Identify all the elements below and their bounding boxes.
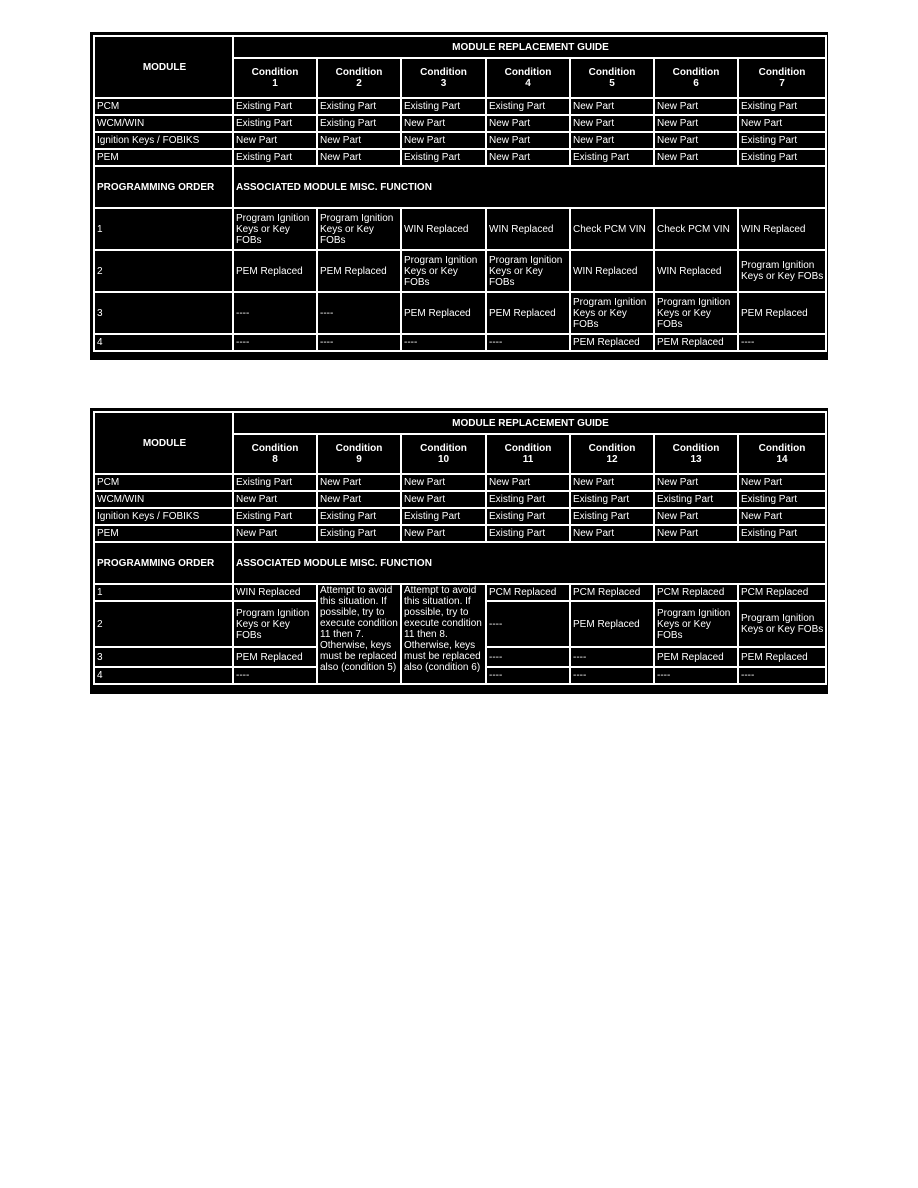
table-cell: Existing Part bbox=[317, 525, 401, 542]
table-cell: WIN Replaced bbox=[570, 250, 654, 292]
table-cell: Program Ignition Keys or Key FOBs bbox=[654, 601, 738, 647]
table-cell: Program Ignition Keys or Key FOBs bbox=[654, 292, 738, 334]
table-row bbox=[94, 149, 826, 166]
module-name: WCM/WIN bbox=[94, 491, 233, 508]
guide-title: MODULE REPLACEMENT GUIDE bbox=[233, 412, 826, 434]
table-cell: PEM Replaced bbox=[570, 334, 654, 351]
table-row bbox=[94, 115, 826, 132]
table-row bbox=[94, 98, 826, 115]
table-cell: Existing Part bbox=[486, 525, 570, 542]
table-cell: PEM Replaced bbox=[233, 647, 317, 667]
table-cell: New Part bbox=[570, 525, 654, 542]
condition-header: Condition 5 bbox=[570, 58, 654, 98]
table-cell: ---- bbox=[654, 667, 738, 684]
table-cell: New Part bbox=[233, 525, 317, 542]
condition-header: Condition 9 bbox=[317, 434, 401, 474]
table-cell: New Part bbox=[654, 98, 738, 115]
table-row bbox=[94, 474, 826, 491]
table-cell: New Part bbox=[317, 149, 401, 166]
associated-function-header: ASSOCIATED MODULE MISC. FUNCTION bbox=[233, 542, 826, 584]
module-name: Ignition Keys / FOBIKS bbox=[94, 508, 233, 525]
step-number: 1 bbox=[94, 208, 233, 250]
table-cell: Existing Part bbox=[486, 508, 570, 525]
table-cell: New Part bbox=[738, 508, 826, 525]
table-cell: New Part bbox=[654, 474, 738, 491]
condition-header: Condition 10 bbox=[401, 434, 486, 474]
step-number: 2 bbox=[94, 250, 233, 292]
table-cell: ---- bbox=[233, 667, 317, 684]
table-cell: New Part bbox=[233, 491, 317, 508]
table-cell: PCM Replaced bbox=[486, 584, 570, 601]
table-cell: ---- bbox=[486, 601, 570, 647]
condition-header: Condition 6 bbox=[654, 58, 738, 98]
table-cell: Existing Part bbox=[738, 132, 826, 149]
table-cell: New Part bbox=[486, 115, 570, 132]
table-cell: Existing Part bbox=[233, 474, 317, 491]
condition-header: Condition 12 bbox=[570, 434, 654, 474]
table-cell: New Part bbox=[570, 115, 654, 132]
table-cell: ---- bbox=[570, 667, 654, 684]
table-cell: Existing Part bbox=[401, 508, 486, 525]
table-cell: New Part bbox=[570, 98, 654, 115]
table-cell: Program Ignition Keys or Key FOBs bbox=[233, 601, 317, 647]
table-cell: PEM Replaced bbox=[570, 601, 654, 647]
module-name: PCM bbox=[94, 474, 233, 491]
table-row bbox=[94, 334, 826, 351]
module-header: MODULE bbox=[94, 412, 233, 474]
table-cell: PEM Replaced bbox=[317, 250, 401, 292]
table-cell: Existing Part bbox=[233, 98, 317, 115]
condition-10-note: Attempt to avoid this situation. If possible, try to execute condition 11 then 8. Otherwise, keys must be replaced also (condition 6) bbox=[401, 584, 486, 684]
module-name: Ignition Keys / FOBIKS bbox=[94, 132, 233, 149]
table-cell: New Part bbox=[401, 115, 486, 132]
condition-header: Condition 11 bbox=[486, 434, 570, 474]
table-cell: Existing Part bbox=[401, 149, 486, 166]
module-name: PEM bbox=[94, 149, 233, 166]
table-cell: New Part bbox=[654, 525, 738, 542]
table-cell: Existing Part bbox=[486, 491, 570, 508]
table-cell: WIN Replaced bbox=[654, 250, 738, 292]
module-header: MODULE bbox=[94, 36, 233, 98]
programming-order-header: PROGRAMMING ORDER bbox=[94, 166, 233, 208]
step-number: 4 bbox=[94, 334, 233, 351]
table-cell: Existing Part bbox=[570, 149, 654, 166]
table-cell: PCM Replaced bbox=[738, 584, 826, 601]
table-cell: Existing Part bbox=[233, 115, 317, 132]
table-cell: PEM Replaced bbox=[401, 292, 486, 334]
table-cell: Program Ignition Keys or Key FOBs bbox=[486, 250, 570, 292]
step-number: 3 bbox=[94, 647, 233, 667]
table-cell: ---- bbox=[233, 334, 317, 351]
condition-header: Condition 14 bbox=[738, 434, 826, 474]
condition-header: Condition 2 bbox=[317, 58, 401, 98]
table-cell: Existing Part bbox=[233, 508, 317, 525]
step-number: 4 bbox=[94, 667, 233, 684]
table-row bbox=[94, 584, 826, 601]
table-cell: ---- bbox=[570, 647, 654, 667]
table-cell: WIN Replaced bbox=[486, 208, 570, 250]
table-cell: Existing Part bbox=[401, 98, 486, 115]
module-replacement-guide-table-1 bbox=[90, 32, 828, 360]
table-cell: Program Ignition Keys or Key FOBs bbox=[401, 250, 486, 292]
table-cell: PCM Replaced bbox=[570, 584, 654, 601]
table-cell: Existing Part bbox=[738, 525, 826, 542]
table-cell: Program Ignition Keys or Key FOBs bbox=[738, 601, 826, 647]
table-cell: ---- bbox=[317, 334, 401, 351]
table-cell: ---- bbox=[738, 334, 826, 351]
guide-grid-1 bbox=[93, 35, 827, 352]
table-cell: New Part bbox=[401, 132, 486, 149]
table-cell: PEM Replaced bbox=[233, 250, 317, 292]
condition-9-note: Attempt to avoid this situation. If possible, try to execute condition 11 then 7. Otherwise, keys must be replaced also (condition 5) bbox=[317, 584, 401, 684]
condition-header: Condition 3 bbox=[401, 58, 486, 98]
table-cell: PEM Replaced bbox=[654, 334, 738, 351]
condition-header: Condition 13 bbox=[654, 434, 738, 474]
step-number: 1 bbox=[94, 584, 233, 601]
table-cell: New Part bbox=[486, 132, 570, 149]
table-cell: PEM Replaced bbox=[738, 647, 826, 667]
table-cell: Program Ignition Keys or Key FOBs bbox=[570, 292, 654, 334]
table-cell: New Part bbox=[317, 474, 401, 491]
table-cell: Check PCM VIN bbox=[570, 208, 654, 250]
table-cell: New Part bbox=[486, 149, 570, 166]
condition-header: Condition 7 bbox=[738, 58, 826, 98]
table-row bbox=[94, 208, 826, 250]
table-cell: ---- bbox=[401, 334, 486, 351]
table-cell: Check PCM VIN bbox=[654, 208, 738, 250]
table-cell: New Part bbox=[654, 115, 738, 132]
table-cell: ---- bbox=[317, 292, 401, 334]
table-cell: ---- bbox=[233, 292, 317, 334]
table-cell: New Part bbox=[654, 149, 738, 166]
programming-order-header: PROGRAMMING ORDER bbox=[94, 542, 233, 584]
table-cell: New Part bbox=[401, 525, 486, 542]
guide-grid-2 bbox=[93, 411, 827, 685]
condition-header: Condition 1 bbox=[233, 58, 317, 98]
table-cell: New Part bbox=[570, 132, 654, 149]
table-row bbox=[94, 292, 826, 334]
table-cell: Program Ignition Keys or Key FOBs bbox=[317, 208, 401, 250]
table-cell: New Part bbox=[317, 132, 401, 149]
table-cell: Existing Part bbox=[317, 508, 401, 525]
table-cell: Existing Part bbox=[486, 98, 570, 115]
table-cell: Program Ignition Keys or Key FOBs bbox=[233, 208, 317, 250]
table-cell: New Part bbox=[233, 132, 317, 149]
table-row bbox=[94, 525, 826, 542]
table-cell: Existing Part bbox=[738, 98, 826, 115]
table-cell: Existing Part bbox=[317, 98, 401, 115]
table-cell: New Part bbox=[486, 474, 570, 491]
condition-header: Condition 4 bbox=[486, 58, 570, 98]
step-number: 2 bbox=[94, 601, 233, 647]
condition-header: Condition 8 bbox=[233, 434, 317, 474]
module-name: PCM bbox=[94, 98, 233, 115]
table-cell: Existing Part bbox=[738, 491, 826, 508]
table-cell: Existing Part bbox=[738, 149, 826, 166]
table-cell: ---- bbox=[738, 667, 826, 684]
module-name: PEM bbox=[94, 525, 233, 542]
table-cell: New Part bbox=[570, 474, 654, 491]
table-row bbox=[94, 508, 826, 525]
table-cell: PEM Replaced bbox=[738, 292, 826, 334]
table-cell: New Part bbox=[654, 508, 738, 525]
table-cell: WIN Replaced bbox=[401, 208, 486, 250]
table-cell: WIN Replaced bbox=[233, 584, 317, 601]
table-cell: WIN Replaced bbox=[738, 208, 826, 250]
table-cell: PEM Replaced bbox=[654, 647, 738, 667]
module-name: WCM/WIN bbox=[94, 115, 233, 132]
table-cell: New Part bbox=[317, 491, 401, 508]
table-cell: New Part bbox=[401, 474, 486, 491]
associated-function-header: ASSOCIATED MODULE MISC. FUNCTION bbox=[233, 166, 826, 208]
table-row bbox=[94, 491, 826, 508]
table-cell: ---- bbox=[486, 647, 570, 667]
guide-title: MODULE REPLACEMENT GUIDE bbox=[233, 36, 826, 58]
table-cell: New Part bbox=[738, 115, 826, 132]
module-replacement-guide-table-2 bbox=[90, 408, 828, 694]
table-cell: New Part bbox=[738, 474, 826, 491]
table-cell: ---- bbox=[486, 334, 570, 351]
table-cell: PEM Replaced bbox=[486, 292, 570, 334]
table-row bbox=[94, 250, 826, 292]
table-cell: New Part bbox=[401, 491, 486, 508]
step-number: 3 bbox=[94, 292, 233, 334]
table-cell: Existing Part bbox=[317, 115, 401, 132]
table-row bbox=[94, 132, 826, 149]
table-cell: New Part bbox=[654, 132, 738, 149]
table-cell: Existing Part bbox=[570, 508, 654, 525]
table-cell: Existing Part bbox=[233, 149, 317, 166]
table-cell: Existing Part bbox=[570, 491, 654, 508]
table-cell: Program Ignition Keys or Key FOBs bbox=[738, 250, 826, 292]
table-cell: PCM Replaced bbox=[654, 584, 738, 601]
table-cell: Existing Part bbox=[654, 491, 738, 508]
table-cell: ---- bbox=[486, 667, 570, 684]
